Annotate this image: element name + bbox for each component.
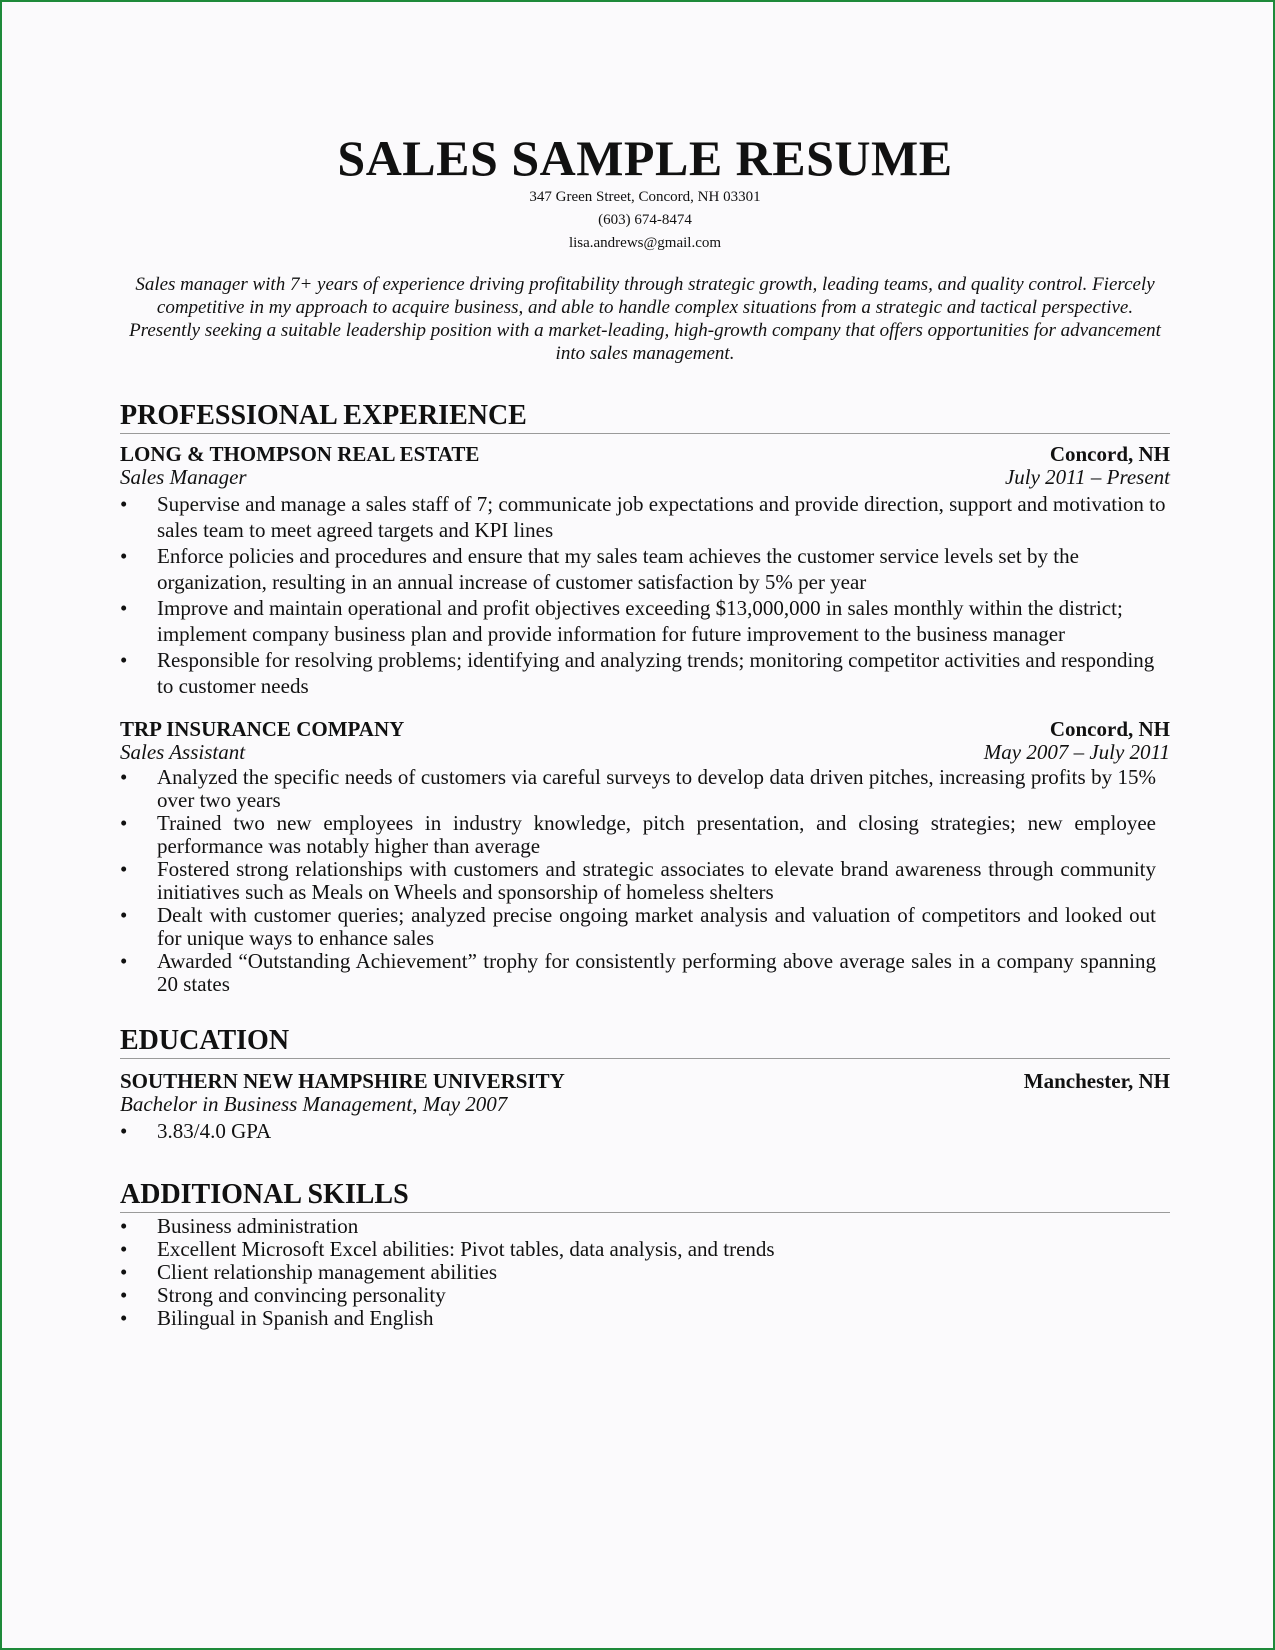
- bullet-icon: •: [120, 544, 128, 568]
- list-item: • Business administration: [120, 1214, 359, 1238]
- degree-row: [120, 1093, 1170, 1116]
- job-entry: [120, 442, 1170, 699]
- bullet-icon: •: [120, 1283, 128, 1307]
- list-item: • Responsible for resolving problems; identifying and analyzing trends; monitoring competitor activities and responding to customer needs: [120, 648, 1155, 698]
- bullet-icon: •: [120, 811, 128, 835]
- job-header-row: [120, 442, 1170, 466]
- bullet-icon: •: [120, 903, 128, 927]
- skills-heading: ADDITIONAL SKILLS: [120, 1180, 1170, 1213]
- bullet-icon: •: [120, 949, 128, 973]
- list-item: • Trained two new employees in industry knowledge, pitch presentation, and closing strategies; new employee performance was notably higher than average: [120, 811, 1156, 858]
- job-header-row: [120, 717, 1170, 741]
- list-item: • Improve and maintain operational and profit objectives exceeding $13,000,000 in sales monthly within the district; implement company business plan and provide information for future improvement to the business manager: [120, 596, 1123, 646]
- resume-page: [120, 130, 1170, 1330]
- education-section: [120, 1026, 1170, 1144]
- contact-block: [120, 186, 1170, 255]
- education-entry: [120, 1069, 1170, 1144]
- education-bullets: [120, 1118, 1170, 1144]
- skills-list: [120, 1215, 1170, 1330]
- job-dates: July 2011 – Present: [1004, 465, 1170, 489]
- email: lisa.andrews@gmail.com: [568, 235, 722, 251]
- job-dates: May 2007 – July 2011: [983, 740, 1170, 764]
- school-name: SOUTHERN NEW HAMPSHIRE UNIVERSITY: [120, 1069, 565, 1093]
- skills-section: [120, 1180, 1170, 1330]
- bullet-icon: •: [120, 765, 128, 789]
- bullet-icon: •: [120, 492, 128, 516]
- bullet-icon: •: [120, 596, 128, 620]
- bullet-icon: •: [120, 1306, 128, 1330]
- list-item: • Awarded “Outstanding Achievement” trophy for consistently performing above average sales in a company spanning 20 states: [120, 949, 1156, 996]
- job-role-row: [120, 466, 1170, 489]
- list-item: • Excellent Microsoft Excel abilities: Pivot tables, data analysis, and trends: [120, 1237, 775, 1261]
- bullet-icon: •: [120, 1214, 128, 1238]
- phone: (603) 674-8474: [598, 212, 692, 228]
- summary: Sales manager with 7+ years of experience driving profitability through strategic growth, leading teams, and quality control. Fiercely competitive in my approach to acquire business, and able to handle complex situations from a strategic and tactical perspective. Presently seeking a suitable leadership position with a market-leading, high-growth company that offers opportunities for advancement into sales management.: [129, 274, 1161, 364]
- experience-section: [120, 401, 1170, 996]
- list-item: • Enforce policies and procedures and ensure that my sales team achieves the customer service levels set by the organization, resulting in an annual increase of customer satisfaction by 5% per year: [120, 544, 1079, 594]
- address: 347 Green Street, Concord, NH 03301: [529, 189, 761, 205]
- company-name: LONG & THOMPSON REAL ESTATE: [120, 442, 480, 466]
- bullet-icon: •: [120, 1237, 128, 1261]
- list-item: • Fostered strong relationships with customers and strategic associates to elevate brand awareness through community initiatives such as Meals on Wheels and sponsorship of homeless shelters: [120, 857, 1156, 904]
- job-bullets: [120, 491, 1170, 699]
- resume-title: SALES SAMPLE RESUME: [337, 130, 953, 186]
- bullet-icon: •: [120, 1119, 128, 1143]
- job-role: Sales Manager: [120, 465, 247, 489]
- job-role-row: [120, 741, 1170, 764]
- list-item: • Dealt with customer queries; analyzed precise ongoing market analysis and valuation of competitors and looked out for unique ways to enhance sales: [120, 903, 1156, 950]
- bullet-icon: •: [120, 1260, 128, 1284]
- job-location: Concord, NH: [1049, 442, 1170, 466]
- bullet-icon: •: [120, 857, 128, 881]
- job-location: Concord, NH: [1049, 717, 1170, 741]
- list-item: • 3.83/4.0 GPA: [120, 1119, 272, 1143]
- job-entry: [120, 717, 1170, 996]
- company-name: TRP INSURANCE COMPANY: [120, 717, 405, 741]
- experience-heading: PROFESSIONAL EXPERIENCE: [120, 401, 1170, 434]
- bullet-icon: •: [120, 648, 128, 672]
- list-item: • Client relationship management abilities: [120, 1260, 497, 1284]
- list-item: • Bilingual in Spanish and English: [120, 1306, 434, 1330]
- job-bullets: [120, 766, 1170, 996]
- list-item: • Analyzed the specific needs of customers via careful surveys to develop data driven pitches, increasing profits by 15% over two years: [120, 765, 1156, 812]
- list-item: • Supervise and manage a sales staff of 7; communicate job expectations and provide direction, support and motivation to sales team to meet agreed targets and KPI lines: [120, 492, 1166, 542]
- list-item: • Strong and convincing personality: [120, 1283, 446, 1307]
- education-heading: EDUCATION: [120, 1026, 1170, 1059]
- school-row: [120, 1069, 1170, 1093]
- job-role: Sales Assistant: [120, 740, 246, 764]
- school-location: Manchester, NH: [1023, 1069, 1170, 1093]
- degree: Bachelor in Business Management, May 2007: [120, 1092, 508, 1116]
